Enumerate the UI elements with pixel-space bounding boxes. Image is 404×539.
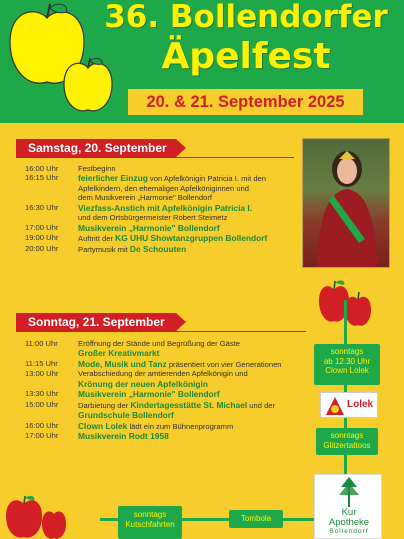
schedule-text: Apfelkindern, den ehemaligen Apfelköniginnen und <box>78 183 249 193</box>
schedule-time: 17:00 Uhr <box>25 222 59 232</box>
highlight-text: Mode, Musik und Tanz <box>78 358 167 369</box>
event-date: 20. & 21. September 2025 <box>128 89 363 115</box>
clown-box-line3: Clown Lolek <box>325 366 369 376</box>
schedule-text: von Apfelkönigin Patricia I. mit den <box>147 174 267 184</box>
schedule-description <box>78 193 315 202</box>
sunday-schedule <box>25 339 315 442</box>
schedule-text: Eröffnung der Stände und Begrüßung der Gäste <box>78 339 240 348</box>
schedule-row <box>25 184 315 193</box>
tree-icon <box>337 477 361 507</box>
highlight-text: Musikverein „Harmonie" Bollendorf <box>78 389 220 400</box>
event-title-line1: 36. Bollendorfer <box>104 0 388 35</box>
schedule-text: Auftritt der <box>78 234 116 244</box>
schedule-text: Partymusik mit <box>78 244 130 254</box>
schedule-row <box>25 164 315 173</box>
clown-box <box>314 344 380 385</box>
schedule-text: Verabschiedung der amtierenden Apfelkönigin und <box>78 369 248 379</box>
highlight-text: Grundschule Bollendorf <box>78 410 174 421</box>
schedule-row <box>25 359 315 370</box>
schedule-text: lädt ein zum Bühnenprogramm <box>127 421 234 431</box>
schedule-row <box>25 244 315 255</box>
schedule-description <box>78 223 315 234</box>
schedule-description <box>78 359 315 370</box>
schedule-text: Festbeginn <box>78 164 116 173</box>
schedule-description <box>78 431 315 442</box>
schedule-text: und dem Ortsbürgermeister Robert Steimetz <box>78 213 228 223</box>
schedule-row <box>25 400 315 411</box>
schedule-row <box>25 193 315 202</box>
schedule-time <box>25 379 78 390</box>
schedule-row <box>25 339 315 348</box>
schedule-description <box>78 233 315 244</box>
schedule-row <box>25 173 315 184</box>
apple-queen-photo <box>302 138 390 268</box>
schedule-description <box>78 213 315 222</box>
pharmacy-line1: Kur <box>341 507 357 518</box>
pharmacy-line3: Bollendorf <box>329 528 369 535</box>
schedule-description <box>78 244 315 255</box>
schedule-text: Darbietung der <box>78 400 131 410</box>
lolek-logo <box>320 392 378 418</box>
tattoo-box-line2: Glitzertattoos <box>323 440 371 450</box>
tattoo-box <box>316 428 378 455</box>
schedule-time: 11:00 Uhr <box>25 339 58 348</box>
schedule-description <box>78 203 315 214</box>
schedule-description <box>78 348 315 359</box>
schedule-time: 11:15 Uhr <box>25 358 58 368</box>
saturday-divider <box>16 157 294 158</box>
tattoo-box-line1: sonntags <box>330 431 364 440</box>
lolek-logo-text: Lolek <box>347 399 374 410</box>
schedule-description <box>78 173 315 184</box>
saturday-heading: Samstag, 20. September <box>16 139 176 157</box>
schedule-description <box>78 379 315 390</box>
highlight-text: Clown Lolek <box>78 420 128 431</box>
clown-icon <box>324 395 346 417</box>
schedule-row <box>25 213 315 222</box>
sunday-divider <box>16 331 306 332</box>
schedule-row <box>25 369 315 378</box>
clown-box-line1: sonntags <box>330 347 364 356</box>
schedule-time <box>25 348 78 359</box>
clown-box-line2: ab 12.30 Uhr <box>323 356 371 366</box>
schedule-row <box>25 410 315 421</box>
highlight-text: Großer Kreativmarkt <box>78 348 160 359</box>
highlight-text: Kindertagesstätte St. Michael <box>130 399 248 410</box>
schedule-text: präsentiert von vier Generationen <box>166 359 282 369</box>
schedule-time <box>25 184 78 193</box>
schedule-row <box>25 223 315 234</box>
tombola-box: Tombola <box>229 510 283 528</box>
highlight-text: Musikverein „Harmonie" Bollendorf <box>78 222 220 233</box>
saturday-schedule <box>25 164 315 254</box>
highlight-text: Krönung der neuen Apfelkönigin <box>78 378 208 389</box>
carriage-box <box>118 506 182 539</box>
schedule-description <box>78 389 315 400</box>
schedule-text: dem Musikverein „Harmonie" Bollendorf <box>78 193 212 203</box>
schedule-row <box>25 233 315 244</box>
carriage-box-line2: Kutschfahrten <box>125 519 175 529</box>
schedule-description <box>78 164 315 173</box>
schedule-description <box>78 410 315 421</box>
pharmacy-logo <box>314 474 382 539</box>
schedule-time: 16:00 Uhr <box>25 420 59 430</box>
schedule-row <box>25 389 315 400</box>
highlight-text: KG UHU Showtanzgruppen Bollendorf <box>115 233 268 244</box>
schedule-row <box>25 203 315 214</box>
schedule-description <box>78 400 315 411</box>
apple-bottom-left-icon <box>4 494 72 539</box>
highlight-text: De Schouuten <box>129 243 187 254</box>
schedule-description <box>78 369 315 378</box>
schedule-time: 17:00 Uhr <box>25 431 59 441</box>
highlight-text: Viezfass-Anstich mit Apfelkönigin Patricia I. <box>78 202 253 213</box>
carriage-box-line1: sonntags <box>133 510 167 519</box>
schedule-time: 13:00 Uhr <box>25 369 59 379</box>
highlight-text: Musikverein Rodt 1958 <box>78 431 169 442</box>
highlight-text: feierlicher Einzug <box>78 173 148 184</box>
schedule-time <box>25 410 78 421</box>
schedule-row <box>25 379 315 390</box>
schedule-time: 16:00 Uhr <box>25 164 59 173</box>
schedule-time: 16:30 Uhr <box>25 202 59 212</box>
schedule-row <box>25 421 315 432</box>
schedule-row <box>25 431 315 442</box>
header-banner <box>0 0 404 123</box>
schedule-time: 19:00 Uhr <box>25 233 59 243</box>
schedule-description <box>78 339 315 348</box>
schedule-description <box>78 184 315 193</box>
schedule-text: und der <box>247 400 276 410</box>
schedule-time: 20:00 Uhr <box>25 243 59 253</box>
sunday-heading: Sonntag, 21. September <box>16 313 176 331</box>
schedule-time <box>25 193 78 202</box>
schedule-row <box>25 348 315 359</box>
schedule-time: 16:15 Uhr <box>25 173 59 183</box>
schedule-time <box>25 213 78 222</box>
schedule-time: 15:00 Uhr <box>25 399 59 409</box>
schedule-description <box>78 421 315 432</box>
schedule-time: 13:30 Uhr <box>25 389 59 399</box>
event-title-line2: Äpelfest <box>161 36 331 77</box>
pharmacy-line2: Apotheke <box>328 517 370 528</box>
